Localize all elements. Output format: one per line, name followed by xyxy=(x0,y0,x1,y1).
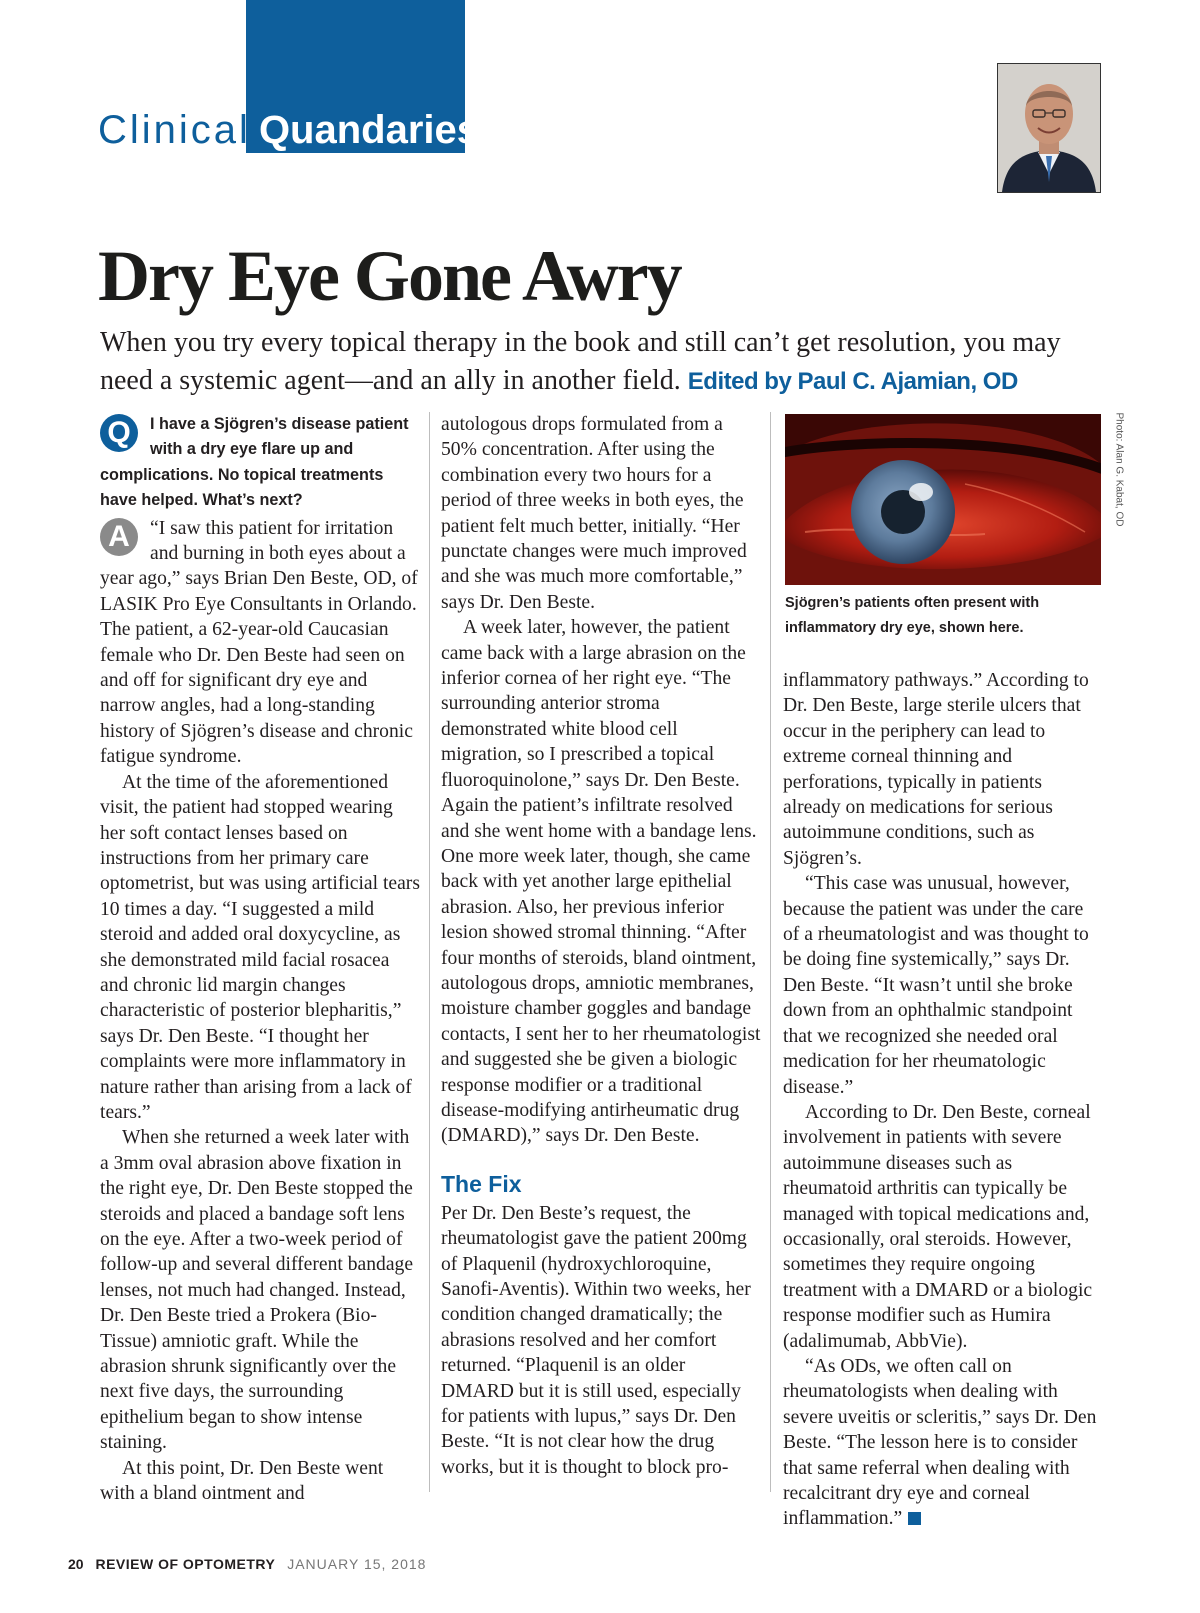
body-paragraph: When she returned a week later with a 3mm oval abrasion above fixation in the right eye, Dr. Den Beste stopped the steroids and placed a bandage soft lens on the eye. After a two-week period of follow-up and several different bandage lenses, not much had changed. Instead, Dr. Den Beste tried a Prokera (Bio-Tissue) amniotic graft. While the abrasion shrunk significantly over the next five days, the surrounding epithelium began to show intense staining. xyxy=(100,1127,414,1454)
article-deck xyxy=(100,324,1110,401)
body-paragraph xyxy=(783,1354,1103,1532)
answer-body xyxy=(100,516,420,1507)
deck-text: When you try every topical therapy in the book and still can’t get resolution, you may need a systemic agent—and an ally in another field. xyxy=(100,327,1061,396)
article-title: Dry Eye Gone Awry xyxy=(98,236,681,316)
body-paragraph-text: “As ODs, we often call on rheumatologists when dealing with severe uveitis or scleritis,” says Dr. Den Beste. “The lesson here is to consider that same referral when dealing with recalcitrant dry eye and corneal inflammation.” xyxy=(783,1355,1097,1530)
article-column-2 xyxy=(441,412,762,1480)
page-number: 20 xyxy=(68,1556,84,1572)
body-paragraph: A week later, however, the patient came back with a large abrasion on the inferior cornea of her right eye. “The surrounding anterior stroma demonstrated white blood cell migration, so I prescribed a topical fluoroquinolone,” says Dr. Den Beste. Again the patient’s infiltrate resolved and she went home with a bandage lens. One more week later, though, she came back with yet another large epithelial abrasion. Also, her previous inferior lesion showed stromal thinning. “After four months of steroids, bland ointment, autologous drops, amniotic membranes, moisture chamber goggles and bandage contacts, I sent her to her rheumatologist and suggested she be given a biologic response modifier or a traditional disease-modifying antirheumatic drug (DMARD),” says Dr. Den Beste. xyxy=(441,617,761,1147)
end-of-article-square-icon xyxy=(908,1512,921,1525)
body-paragraph: According to Dr. Den Beste, corneal involvement in patients with severe autoimmune diseases such as rheumatoid arthritis can typically be managed with topical medications and, occasionally, oral steroids. However, sometimes they require ongoing treatment with a DMARD or a biologic response modifier such as Humira (adalimumab, AbbVie). xyxy=(783,1101,1093,1352)
answer-badge-icon: A xyxy=(100,518,138,556)
body-paragraph: Per Dr. Den Beste’s request, the rheumatologist gave the patient 200mg of Plaquenil (hydroxychloroquine, Sanofi-Aventis). Within two weeks, her condition changed dramatically; the abrasions resolved and her comfort returned. “Plaquenil is an older DMARD but it is still used, especially for patients with lupus,” says Dr. Den Beste. “It is not clear how the drug works, but it is thought to block pro- xyxy=(441,1202,751,1478)
reader-question: I have a Sjögren’s disease patient with a dry eye flare up and complications. No topical treatments have helped. What’s next? xyxy=(100,415,409,510)
photo-caption: Sjögren’s patients often present with inflammatory dry eye, shown here. xyxy=(785,595,1040,636)
question-block xyxy=(100,412,420,514)
page-footer xyxy=(68,1556,426,1572)
section-heading-the-fix: The Fix xyxy=(441,1170,522,1197)
editor-portrait-image xyxy=(998,64,1100,192)
column-divider xyxy=(429,412,430,1492)
body-paragraph: autologous drops formulated from a 50% concentration. After using the combination every two hours for a period of three weeks in both eyes, the patient felt much better, initially. “Her punctate changes were much improved and she was much more comfortable,” says Dr. Den Beste. xyxy=(441,414,747,613)
column-divider xyxy=(770,412,771,1492)
article-column-3 xyxy=(783,668,1103,1532)
issue-date: JANUARY 15, 2018 xyxy=(287,1556,427,1572)
photo-credit-text: Photo: Alan G. Kabat, OD xyxy=(1113,412,1125,527)
body-paragraph: At this point, Dr. Den Beste went with a bland ointment and xyxy=(100,1457,384,1505)
question-badge-icon: Q xyxy=(100,414,138,452)
body-paragraph xyxy=(100,516,420,770)
inflamed-eye-photo xyxy=(785,414,1101,585)
department-title-light: Clinical xyxy=(98,108,251,152)
body-paragraph: “This case was unusual, however, because the patient was under the care of a rheumatologist and was thought to be doing fine systemically,” says Dr. Den Beste. “It wasn’t until she broke down from an ophthalmic standpoint that we recognized she needed oral medication for her rheumatologic disease.” xyxy=(783,873,1089,1098)
department-title-bold: Quandaries xyxy=(258,108,480,152)
body-paragraph-text: “I saw this patient for irritation and burning in both eyes about a year ago,” says Brian Den Beste, OD, of LASIK Pro Eye Consultants in Orlando. The patient, a 62-year-old Caucasian female who Dr. Den Beste had seen on and off for significant dry eye and narrow angles, had a long-standing history of Sjögren’s disease and chronic fatigue syndrome. xyxy=(100,517,418,768)
article-byline: Edited by Paul C. Ajamian, OD xyxy=(687,368,1018,395)
body-paragraph: inflammatory pathways.” According to Dr. Den Beste, large sterile ulcers that occur in the periphery can lead to extreme corneal thinning and perforations, typically in patients already on medications for serious autoimmune conditions, such as Sjögren’s. xyxy=(783,670,1089,869)
publication-name: REVIEW OF OPTOMETRY xyxy=(95,1556,276,1572)
body-paragraph: At the time of the aforementioned visit, the patient had stopped wearing her soft contact lenses based on instructions from her primary care optometrist, but was using artificial tears 10 times a day. “I suggested a mild steroid and added oral doxycycline, as she demonstrated mild facial rosacea and chronic lid margin changes characteristic of posterior blepharitis,” says Dr. Den Beste. “I thought her complaints were more inflammatory in nature rather than arising from a lack of tears.” xyxy=(100,771,420,1123)
inflamed-eye-image xyxy=(785,414,1101,585)
department-title xyxy=(98,106,479,154)
article-column-1 xyxy=(100,412,420,1506)
photo-credit xyxy=(1111,414,1125,534)
editor-portrait xyxy=(997,63,1101,193)
